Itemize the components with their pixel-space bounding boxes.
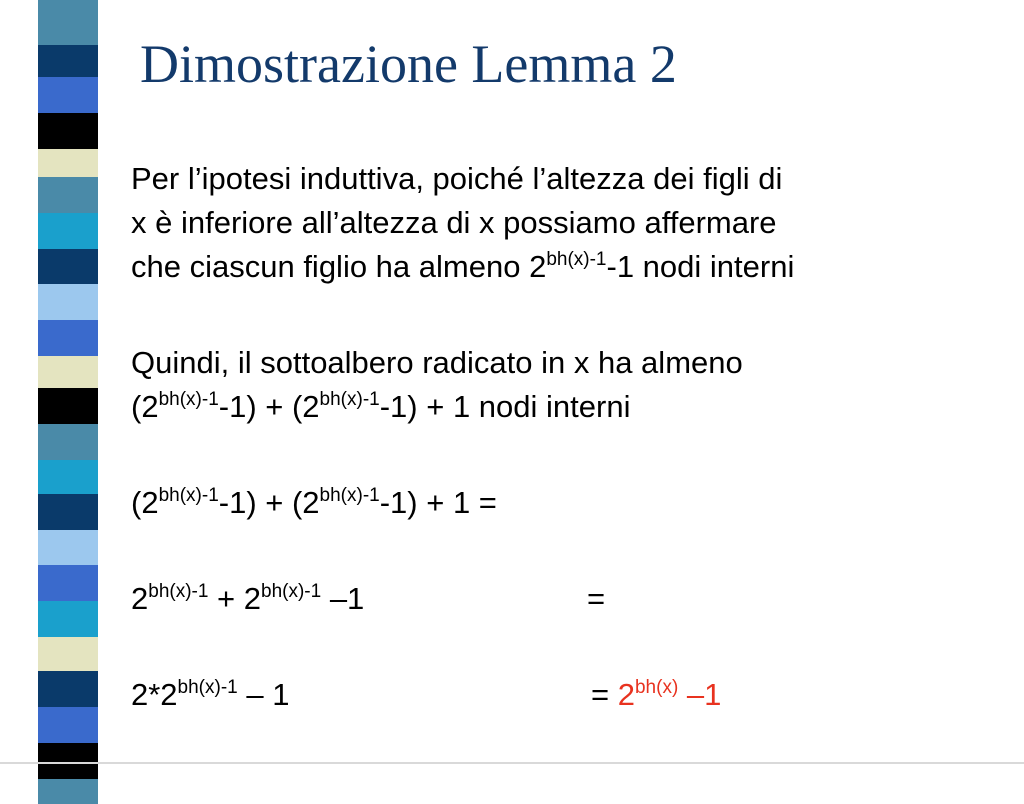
text: 2*2 [131,677,178,712]
equation-line2 [131,577,1011,621]
text: 2 [131,581,149,616]
stripe-segment [38,356,98,388]
stripe-segment [38,213,98,249]
text: che ciascun figlio ha almeno 2 [131,249,547,284]
text: -1 nodi interni [606,249,795,284]
bottom-divider [0,762,1024,764]
text: – 1 [237,677,290,712]
stripe-segment [38,320,98,356]
paragraph1-line2: x è inferiore all’altezza di x possiamo affermare [131,205,777,240]
text: –1 [321,581,365,616]
exponent: bh(x)-1 [261,581,322,602]
exponent: bh(x)-1 [177,677,238,698]
text: -1) + (2 [218,389,320,424]
stripe-segment [38,177,98,213]
result [591,673,721,717]
stripe-segment [38,707,98,743]
exponent: bh(x)-1 [319,389,380,410]
stripe-segment [38,460,98,494]
stripe-segment [38,779,98,804]
decorative-stripe-bar [38,0,98,768]
stripe-segment [38,388,98,424]
text: (2 [131,389,159,424]
stripe-segment [38,149,98,177]
stripe-segment [38,637,98,671]
result-exponent: bh(x) [634,677,679,698]
stripe-segment [38,494,98,530]
text: -1) + 1 = [379,485,497,520]
text: (2 [131,485,159,520]
stripe-segment [38,671,98,707]
paragraph1-line1: Per l’ipotesi induttiva, poiché l’altezza dei figli di [131,161,783,196]
text: -1) + 1 nodi interni [379,389,631,424]
exponent: bh(x)-1 [319,485,380,506]
text: + 2 [208,581,262,616]
exponent: bh(x)-1 [546,249,607,270]
result-base: 2 [617,677,635,712]
stripe-segment [38,743,98,779]
equation-line3 [131,673,1011,717]
exponent: bh(x)-1 [158,485,219,506]
paragraph2-line2 [131,385,1011,429]
result-value [618,677,722,712]
paragraph2-line1: Quindi, il sottoalbero radicato in x ha almeno [131,345,743,380]
slide-body [131,157,1011,717]
equals-sign: = [587,581,606,616]
stripe-segment [38,77,98,113]
stripe-segment [38,45,98,77]
text: -1) + (2 [218,485,320,520]
stripe-segment [38,284,98,320]
stripe-segment [38,424,98,460]
stripe-segment [38,0,98,45]
stripe-segment [38,113,98,149]
slide-title: Dimostrazione Lemma 2 [140,34,677,94]
result-tail: –1 [678,677,722,712]
paragraph1-line3 [131,245,1011,289]
stripe-segment [38,530,98,565]
equation-line1 [131,481,1011,525]
equals-sign: = [591,677,610,712]
stripe-segment [38,249,98,284]
stripe-segment [38,565,98,601]
exponent: bh(x)-1 [148,581,209,602]
exponent: bh(x)-1 [158,389,219,410]
stripe-segment [38,601,98,637]
